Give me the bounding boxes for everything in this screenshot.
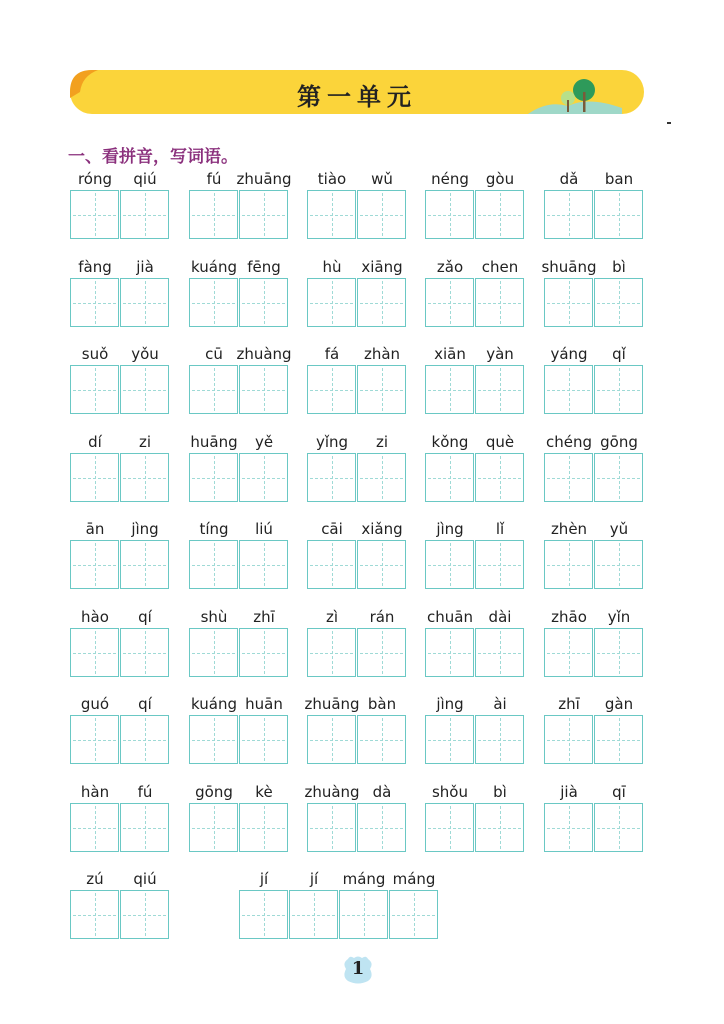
pinyin-syllable: zhī: [558, 695, 580, 713]
pinyin-syllable: rán: [369, 608, 395, 626]
writing-box[interactable]: [70, 453, 119, 502]
writing-box[interactable]: [120, 715, 169, 764]
writing-box[interactable]: [475, 803, 524, 852]
writing-box[interactable]: [120, 540, 169, 589]
pinyin-syllable: zhèn: [550, 520, 588, 538]
writing-box[interactable]: [425, 190, 474, 239]
pinyin-syllable: fēng: [247, 258, 281, 276]
pinyin-syllable: ān: [85, 520, 105, 538]
pinyin-syllable: hào: [81, 608, 109, 626]
pinyin-syllable: jìng: [436, 520, 464, 538]
writing-box[interactable]: [189, 190, 238, 239]
pinyin-syllable: bì: [493, 783, 507, 801]
page-fold-icon: [70, 70, 98, 98]
pinyin-syllable: jí: [309, 870, 319, 888]
writing-box[interactable]: [475, 715, 524, 764]
writing-box[interactable]: [357, 715, 406, 764]
writing-box[interactable]: [594, 803, 643, 852]
pinyin-syllable: fàng: [78, 258, 112, 276]
writing-box[interactable]: [120, 190, 169, 239]
pinyin-syllable: zhāo: [551, 608, 587, 626]
pinyin-syllable: hàn: [80, 783, 110, 801]
writing-box[interactable]: [594, 190, 643, 239]
pinyin-syllable: yàn: [486, 345, 514, 363]
pinyin-syllable: shuāng: [541, 258, 597, 276]
pinyin-syllable: shǒu: [431, 783, 468, 801]
tree-landscape-icon: [528, 78, 622, 114]
writing-box[interactable]: [307, 190, 356, 239]
writing-box[interactable]: [70, 628, 119, 677]
pinyin-syllable: qiú: [133, 870, 157, 888]
writing-box[interactable]: [425, 628, 474, 677]
pinyin-syllable: máng: [342, 870, 386, 888]
pinyin-syllable: xiāng: [361, 258, 403, 276]
writing-box[interactable]: [594, 278, 643, 327]
writing-box[interactable]: [544, 540, 593, 589]
writing-box[interactable]: [307, 715, 356, 764]
writing-box[interactable]: [189, 365, 238, 414]
pinyin-syllable: qí: [138, 695, 152, 713]
writing-box[interactable]: [120, 278, 169, 327]
pinyin-syllable: guó: [80, 695, 110, 713]
writing-box[interactable]: [544, 453, 593, 502]
writing-box[interactable]: [357, 628, 406, 677]
pinyin-syllable: zhuàng: [236, 345, 292, 363]
pinyin-syllable: liú: [255, 520, 273, 538]
writing-box[interactable]: [594, 365, 643, 414]
writing-box[interactable]: [425, 365, 474, 414]
pinyin-syllable: yáng: [550, 345, 588, 363]
pinyin-syllable: zi: [375, 433, 389, 451]
writing-box[interactable]: [239, 540, 288, 589]
pinyin-syllable: chen: [481, 258, 519, 276]
pinyin-syllable: gōng: [195, 783, 233, 801]
pinyin-syllable: yǒu: [131, 345, 159, 363]
pinyin-syllable: què: [485, 433, 515, 451]
pinyin-syllable: jìng: [436, 695, 464, 713]
pinyin-syllable: bàn: [367, 695, 397, 713]
writing-box[interactable]: [307, 628, 356, 677]
pinyin-syllable: jìng: [131, 520, 159, 538]
writing-box[interactable]: [475, 628, 524, 677]
pinyin-syllable: zǎo: [436, 258, 464, 276]
writing-box[interactable]: [189, 628, 238, 677]
pinyin-syllable: tíng: [199, 520, 229, 538]
writing-box[interactable]: [425, 278, 474, 327]
writing-box[interactable]: [425, 715, 474, 764]
writing-box[interactable]: [239, 890, 288, 939]
writing-box[interactable]: [239, 628, 288, 677]
pinyin-syllable: xiǎng: [361, 520, 403, 538]
pinyin-syllable: zi: [138, 433, 152, 451]
writing-box[interactable]: [425, 540, 474, 589]
pinyin-syllable: qǐ: [612, 345, 626, 363]
writing-box[interactable]: [594, 715, 643, 764]
pinyin-syllable: yǐng: [315, 433, 349, 451]
writing-box[interactable]: [594, 628, 643, 677]
pinyin-syllable: zhuàng: [304, 783, 360, 801]
pinyin-syllable: zú: [86, 870, 104, 888]
writing-box[interactable]: [70, 190, 119, 239]
pinyin-syllable: chuān: [427, 608, 473, 626]
writing-box[interactable]: [120, 628, 169, 677]
writing-box[interactable]: [289, 890, 338, 939]
writing-box[interactable]: [475, 365, 524, 414]
writing-box[interactable]: [389, 890, 438, 939]
pinyin-syllable: yǐn: [607, 608, 631, 626]
writing-box[interactable]: [357, 278, 406, 327]
writing-box[interactable]: [544, 628, 593, 677]
pinyin-syllable: gōng: [600, 433, 638, 451]
pinyin-syllable: qī: [612, 783, 626, 801]
writing-box[interactable]: [425, 803, 474, 852]
pinyin-syllable: néng: [431, 170, 469, 188]
pinyin-syllable: kǒng: [431, 433, 469, 451]
writing-box[interactable]: [120, 803, 169, 852]
pinyin-syllable: bì: [612, 258, 626, 276]
writing-box[interactable]: [189, 278, 238, 327]
pinyin-syllable: ài: [493, 695, 507, 713]
writing-box[interactable]: [544, 190, 593, 239]
writing-box[interactable]: [189, 803, 238, 852]
writing-box[interactable]: [120, 365, 169, 414]
writing-box[interactable]: [70, 890, 119, 939]
writing-box[interactable]: [239, 365, 288, 414]
pinyin-syllable: wǔ: [371, 170, 393, 188]
pinyin-syllable: zhàn: [363, 345, 401, 363]
page-number: 1: [351, 958, 365, 979]
writing-box[interactable]: [594, 540, 643, 589]
writing-box[interactable]: [189, 453, 238, 502]
writing-box[interactable]: [189, 715, 238, 764]
writing-box[interactable]: [475, 453, 524, 502]
pinyin-syllable: cāi: [321, 520, 343, 538]
pinyin-syllable: suǒ: [81, 345, 109, 363]
writing-box[interactable]: [239, 190, 288, 239]
pinyin-syllable: kè: [255, 783, 273, 801]
writing-box[interactable]: [120, 890, 169, 939]
pinyin-syllable: dǎ: [559, 170, 579, 188]
pinyin-syllable: kuáng: [191, 258, 237, 276]
writing-box[interactable]: [239, 803, 288, 852]
writing-box[interactable]: [357, 803, 406, 852]
writing-box[interactable]: [475, 190, 524, 239]
writing-box[interactable]: [239, 453, 288, 502]
pinyin-syllable: qiú: [133, 170, 157, 188]
writing-box[interactable]: [357, 365, 406, 414]
pinyin-syllable: fú: [206, 170, 222, 188]
pinyin-syllable: hù: [322, 258, 342, 276]
pinyin-syllable: xiān: [434, 345, 466, 363]
writing-box[interactable]: [307, 540, 356, 589]
pinyin-syllable: ban: [604, 170, 634, 188]
writing-box[interactable]: [594, 453, 643, 502]
pinyin-syllable: qí: [138, 608, 152, 626]
writing-box[interactable]: [307, 278, 356, 327]
writing-box[interactable]: [357, 190, 406, 239]
writing-box[interactable]: [475, 278, 524, 327]
writing-box[interactable]: [307, 453, 356, 502]
pinyin-syllable: tiào: [317, 170, 347, 188]
pinyin-syllable: dí: [88, 433, 102, 451]
pinyin-syllable: chéng: [545, 433, 592, 451]
stray-mark: [667, 122, 671, 124]
pinyin-syllable: jià: [560, 783, 578, 801]
writing-box[interactable]: [307, 365, 356, 414]
pinyin-syllable: dà: [372, 783, 392, 801]
writing-box[interactable]: [239, 278, 288, 327]
writing-box[interactable]: [544, 278, 593, 327]
writing-box[interactable]: [189, 540, 238, 589]
writing-box[interactable]: [475, 540, 524, 589]
pinyin-syllable: lǐ: [495, 520, 505, 538]
writing-box[interactable]: [70, 540, 119, 589]
pinyin-syllable: jià: [136, 258, 154, 276]
writing-box[interactable]: [120, 453, 169, 502]
pinyin-syllable: dài: [488, 608, 512, 626]
pinyin-syllable: fá: [324, 345, 340, 363]
pinyin-syllable: gàn: [604, 695, 634, 713]
pinyin-syllable: yě: [254, 433, 274, 451]
pinyin-syllable: jí: [259, 870, 269, 888]
pinyin-syllable: máng: [392, 870, 436, 888]
pinyin-syllable: róng: [77, 170, 113, 188]
pinyin-syllable: zhī: [253, 608, 275, 626]
pinyin-syllable: zhuāng: [304, 695, 360, 713]
writing-box[interactable]: [70, 803, 119, 852]
pinyin-syllable: zì: [325, 608, 339, 626]
pinyin-syllable: gòu: [485, 170, 515, 188]
unit-title: 第一单元: [297, 83, 417, 111]
writing-box[interactable]: [357, 453, 406, 502]
pinyin-syllable: huān: [245, 695, 283, 713]
writing-box[interactable]: [239, 715, 288, 764]
writing-box[interactable]: [70, 365, 119, 414]
pinyin-syllable: shù: [200, 608, 228, 626]
writing-box[interactable]: [544, 715, 593, 764]
writing-box[interactable]: [544, 365, 593, 414]
writing-box[interactable]: [70, 715, 119, 764]
pinyin-syllable: fú: [137, 783, 153, 801]
writing-box[interactable]: [425, 453, 474, 502]
pinyin-syllable: huāng: [190, 433, 238, 451]
writing-box[interactable]: [307, 803, 356, 852]
pinyin-syllable: zhuāng: [236, 170, 292, 188]
pinyin-syllable: cū: [205, 345, 223, 363]
pinyin-syllable: kuáng: [191, 695, 237, 713]
section-title: 一、看拼音，写词语。: [68, 147, 238, 167]
writing-box[interactable]: [70, 278, 119, 327]
writing-box[interactable]: [544, 803, 593, 852]
writing-box[interactable]: [339, 890, 388, 939]
pinyin-syllable: yǔ: [609, 520, 629, 538]
writing-box[interactable]: [357, 540, 406, 589]
